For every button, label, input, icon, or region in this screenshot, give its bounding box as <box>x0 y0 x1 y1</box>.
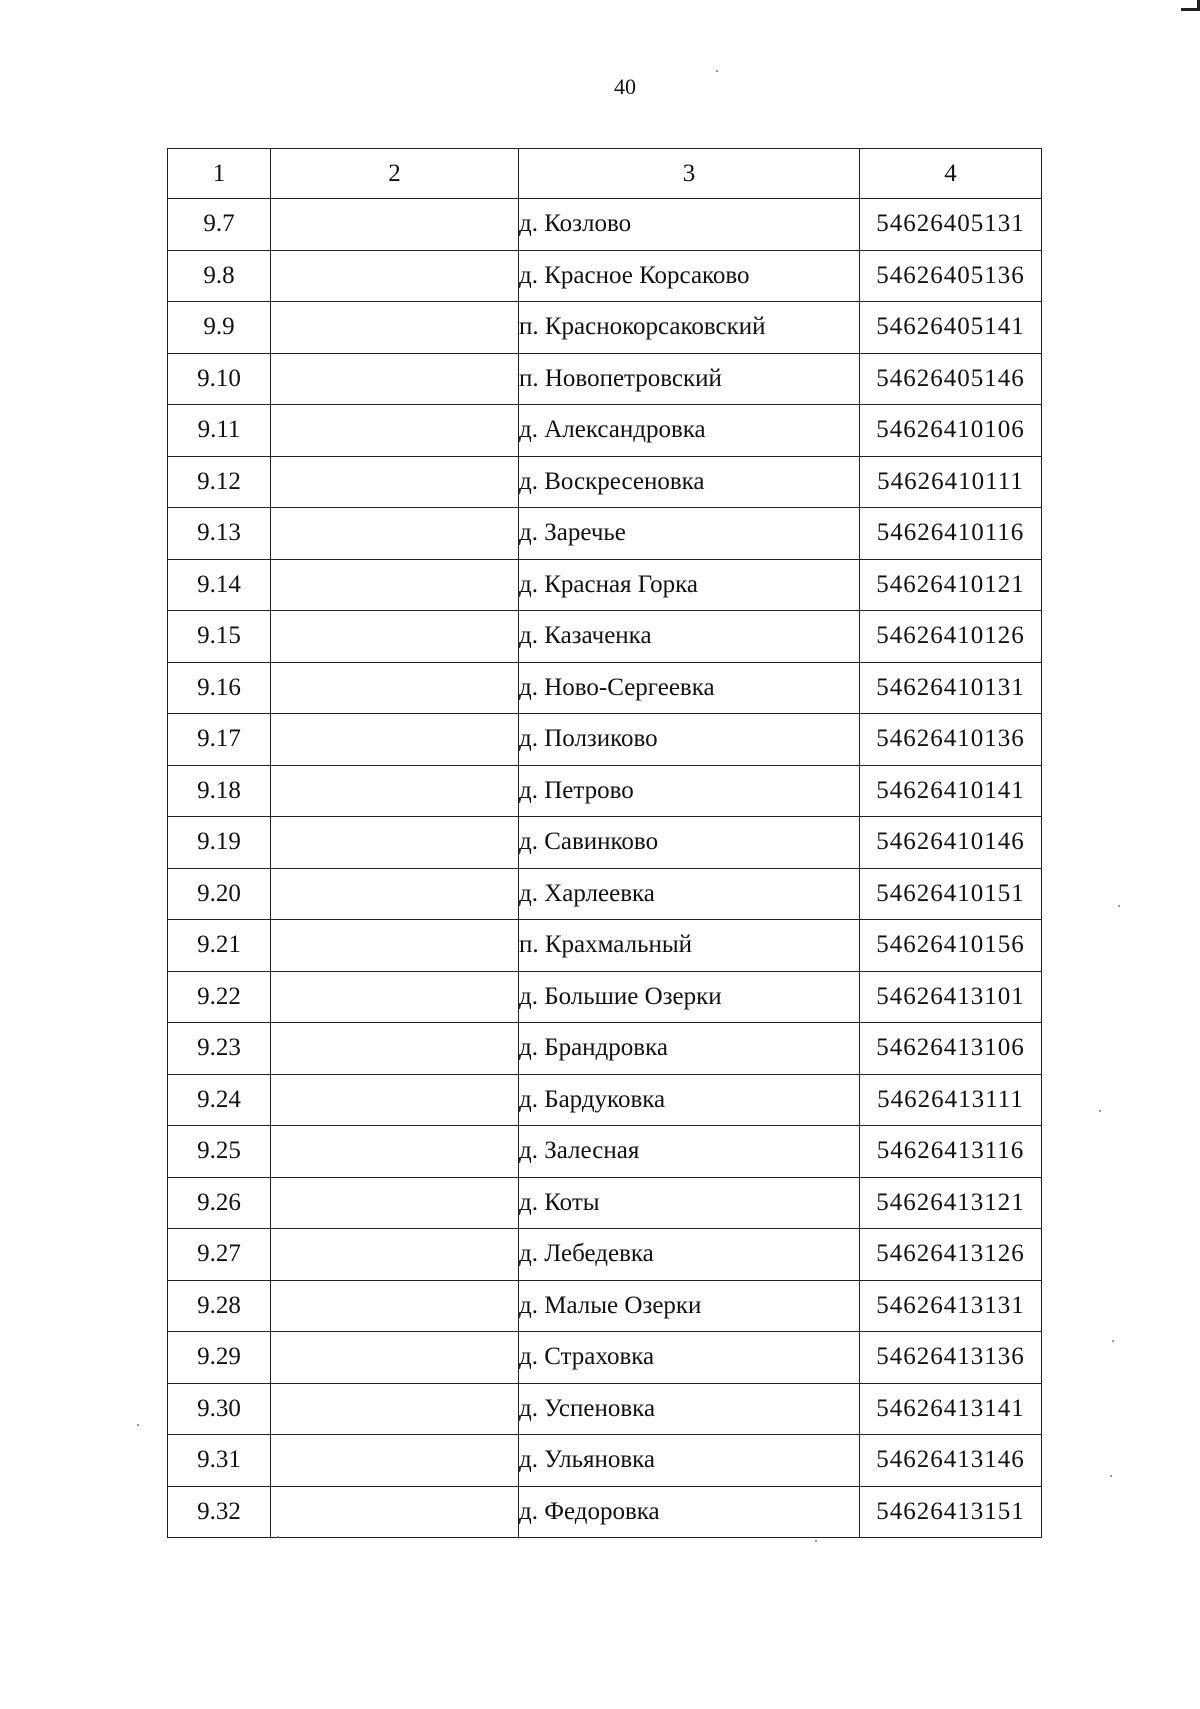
column-2-cell <box>271 1229 519 1281</box>
column-2-cell <box>271 508 519 560</box>
oktmo-code-cell: 54626413121 <box>860 1177 1042 1229</box>
settlements-table <box>167 148 1042 1538</box>
table-row <box>168 662 1042 714</box>
table-header <box>168 149 1042 199</box>
row-number-cell: 9.16 <box>168 662 271 714</box>
settlement-name-cell: д. Красная Горка <box>519 559 860 611</box>
table-row <box>168 868 1042 920</box>
settlement-name-cell: д. Казаченка <box>519 611 860 663</box>
row-number-cell: 9.27 <box>168 1229 271 1281</box>
scan-speck <box>137 1424 139 1426</box>
column-2-cell <box>271 714 519 766</box>
oktmo-code-cell: 54626413141 <box>860 1383 1042 1435</box>
column-2-cell <box>271 920 519 972</box>
table-row <box>168 1486 1042 1538</box>
scan-speck <box>277 1536 279 1538</box>
table-row <box>168 199 1042 251</box>
row-number-cell: 9.7 <box>168 199 271 251</box>
settlement-name-cell: д. Ползиково <box>519 714 860 766</box>
settlement-name-cell: д. Харлеевка <box>519 868 860 920</box>
oktmo-code-cell: 54626410131 <box>860 662 1042 714</box>
row-number-cell: 9.14 <box>168 559 271 611</box>
column-2-cell <box>271 1332 519 1384</box>
row-number-cell: 9.12 <box>168 456 271 508</box>
scan-speck <box>1118 905 1120 907</box>
table-row <box>168 611 1042 663</box>
oktmo-code-cell: 54626410106 <box>860 405 1042 457</box>
row-number-cell: 9.29 <box>168 1332 271 1384</box>
scan-corner-mark <box>1181 0 1200 11</box>
oktmo-code-cell: 54626413101 <box>860 971 1042 1023</box>
oktmo-code-cell: 54626405146 <box>860 353 1042 405</box>
column-2-cell <box>271 1126 519 1178</box>
table-row <box>168 971 1042 1023</box>
header-col-3: 3 <box>519 149 860 199</box>
row-number-cell: 9.30 <box>168 1383 271 1435</box>
table-row <box>168 1177 1042 1229</box>
table-row <box>168 817 1042 869</box>
settlement-name-cell: д. Малые Озерки <box>519 1280 860 1332</box>
row-number-cell: 9.17 <box>168 714 271 766</box>
column-2-cell <box>271 765 519 817</box>
settlement-name-cell: д. Александровка <box>519 405 860 457</box>
settlement-name-cell: д. Успеновка <box>519 1383 860 1435</box>
settlement-name-cell: п. Крахмальный <box>519 920 860 972</box>
column-2-cell <box>271 302 519 354</box>
settlement-name-cell: д. Воскресеновка <box>519 456 860 508</box>
row-number-cell: 9.26 <box>168 1177 271 1229</box>
column-2-cell <box>271 817 519 869</box>
column-2-cell <box>271 559 519 611</box>
row-number-cell: 9.23 <box>168 1023 271 1075</box>
row-number-cell: 9.31 <box>168 1435 271 1487</box>
row-number-cell: 9.22 <box>168 971 271 1023</box>
column-2-cell <box>271 662 519 714</box>
table-row <box>168 559 1042 611</box>
header-col-1: 1 <box>168 149 271 199</box>
oktmo-code-cell: 54626410136 <box>860 714 1042 766</box>
column-2-cell <box>271 868 519 920</box>
column-2-cell <box>271 250 519 302</box>
oktmo-code-cell: 54626413126 <box>860 1229 1042 1281</box>
column-2-cell <box>271 1486 519 1538</box>
oktmo-code-cell: 54626413151 <box>860 1486 1042 1538</box>
table-row <box>168 1074 1042 1126</box>
settlement-name-cell: д. Брандровка <box>519 1023 860 1075</box>
settlement-name-cell: д. Красное Корсаково <box>519 250 860 302</box>
scan-speck <box>1112 1340 1114 1342</box>
table-row <box>168 250 1042 302</box>
table-row <box>168 1280 1042 1332</box>
settlement-name-cell: д. Савинково <box>519 817 860 869</box>
table-body <box>168 199 1042 1538</box>
scan-speck <box>1099 1110 1101 1112</box>
column-2-cell <box>271 1383 519 1435</box>
header-col-2: 2 <box>271 149 519 199</box>
table-row <box>168 302 1042 354</box>
row-number-cell: 9.11 <box>168 405 271 457</box>
table-row <box>168 456 1042 508</box>
row-number-cell: 9.15 <box>168 611 271 663</box>
settlement-name-cell: д. Большие Озерки <box>519 971 860 1023</box>
oktmo-code-cell: 54626410151 <box>860 868 1042 920</box>
row-number-cell: 9.28 <box>168 1280 271 1332</box>
oktmo-code-cell: 54626410156 <box>860 920 1042 972</box>
table-row <box>168 405 1042 457</box>
table-row <box>168 714 1042 766</box>
settlement-name-cell: д. Ульяновка <box>519 1435 860 1487</box>
settlement-name-cell: д. Коты <box>519 1177 860 1229</box>
row-number-cell: 9.32 <box>168 1486 271 1538</box>
row-number-cell: 9.9 <box>168 302 271 354</box>
row-number-cell: 9.19 <box>168 817 271 869</box>
oktmo-code-cell: 54626405141 <box>860 302 1042 354</box>
settlement-name-cell: д. Страховка <box>519 1332 860 1384</box>
column-2-cell <box>271 1074 519 1126</box>
oktmo-code-cell: 54626405136 <box>860 250 1042 302</box>
oktmo-code-cell: 54626413146 <box>860 1435 1042 1487</box>
scan-speck <box>815 1540 817 1542</box>
table-row <box>168 1023 1042 1075</box>
oktmo-code-cell: 54626413136 <box>860 1332 1042 1384</box>
settlement-name-cell: д. Бардуковка <box>519 1074 860 1126</box>
row-number-cell: 9.24 <box>168 1074 271 1126</box>
row-number-cell: 9.13 <box>168 508 271 560</box>
oktmo-code-cell: 54626413111 <box>860 1074 1042 1126</box>
table-row <box>168 508 1042 560</box>
column-2-cell <box>271 1280 519 1332</box>
oktmo-code-cell: 54626413131 <box>860 1280 1042 1332</box>
column-2-cell <box>271 1177 519 1229</box>
oktmo-code-cell: 54626413106 <box>860 1023 1042 1075</box>
scan-speck <box>716 70 718 72</box>
settlement-name-cell: д. Залесная <box>519 1126 860 1178</box>
table-row <box>168 1332 1042 1384</box>
row-number-cell: 9.10 <box>168 353 271 405</box>
row-number-cell: 9.25 <box>168 1126 271 1178</box>
oktmo-code-cell: 54626410116 <box>860 508 1042 560</box>
column-2-cell <box>271 405 519 457</box>
row-number-cell: 9.20 <box>168 868 271 920</box>
column-2-cell <box>271 456 519 508</box>
table-row <box>168 353 1042 405</box>
oktmo-code-cell: 54626410121 <box>860 559 1042 611</box>
column-2-cell <box>271 611 519 663</box>
settlement-name-cell: п. Краснокорсаковский <box>519 302 860 354</box>
oktmo-code-cell: 54626410126 <box>860 611 1042 663</box>
settlement-name-cell: д. Козлово <box>519 199 860 251</box>
settlement-name-cell: д. Ново-Сергеевка <box>519 662 860 714</box>
column-2-cell <box>271 971 519 1023</box>
table-row <box>168 920 1042 972</box>
settlement-name-cell: д. Лебедевка <box>519 1229 860 1281</box>
column-2-cell <box>271 199 519 251</box>
oktmo-code-cell: 54626410141 <box>860 765 1042 817</box>
row-number-cell: 9.21 <box>168 920 271 972</box>
table-row <box>168 765 1042 817</box>
table-row <box>168 1435 1042 1487</box>
table-row <box>168 1383 1042 1435</box>
settlement-name-cell: д. Федоровка <box>519 1486 860 1538</box>
page-number: 40 <box>614 74 636 99</box>
header-col-4: 4 <box>860 149 1042 199</box>
table-row <box>168 1229 1042 1281</box>
header-row <box>168 149 1042 199</box>
oktmo-code-cell: 54626405131 <box>860 199 1042 251</box>
oktmo-code-cell: 54626413116 <box>860 1126 1042 1178</box>
column-2-cell <box>271 1023 519 1075</box>
settlement-name-cell: п. Новопетровский <box>519 353 860 405</box>
settlement-name-cell: д. Заречье <box>519 508 860 560</box>
row-number-cell: 9.8 <box>168 250 271 302</box>
row-number-cell: 9.18 <box>168 765 271 817</box>
oktmo-code-cell: 54626410146 <box>860 817 1042 869</box>
column-2-cell <box>271 353 519 405</box>
settlement-name-cell: д. Петрово <box>519 765 860 817</box>
table-row <box>168 1126 1042 1178</box>
oktmo-code-cell: 54626410111 <box>860 456 1042 508</box>
scan-speck <box>1110 1475 1112 1477</box>
column-2-cell <box>271 1435 519 1487</box>
